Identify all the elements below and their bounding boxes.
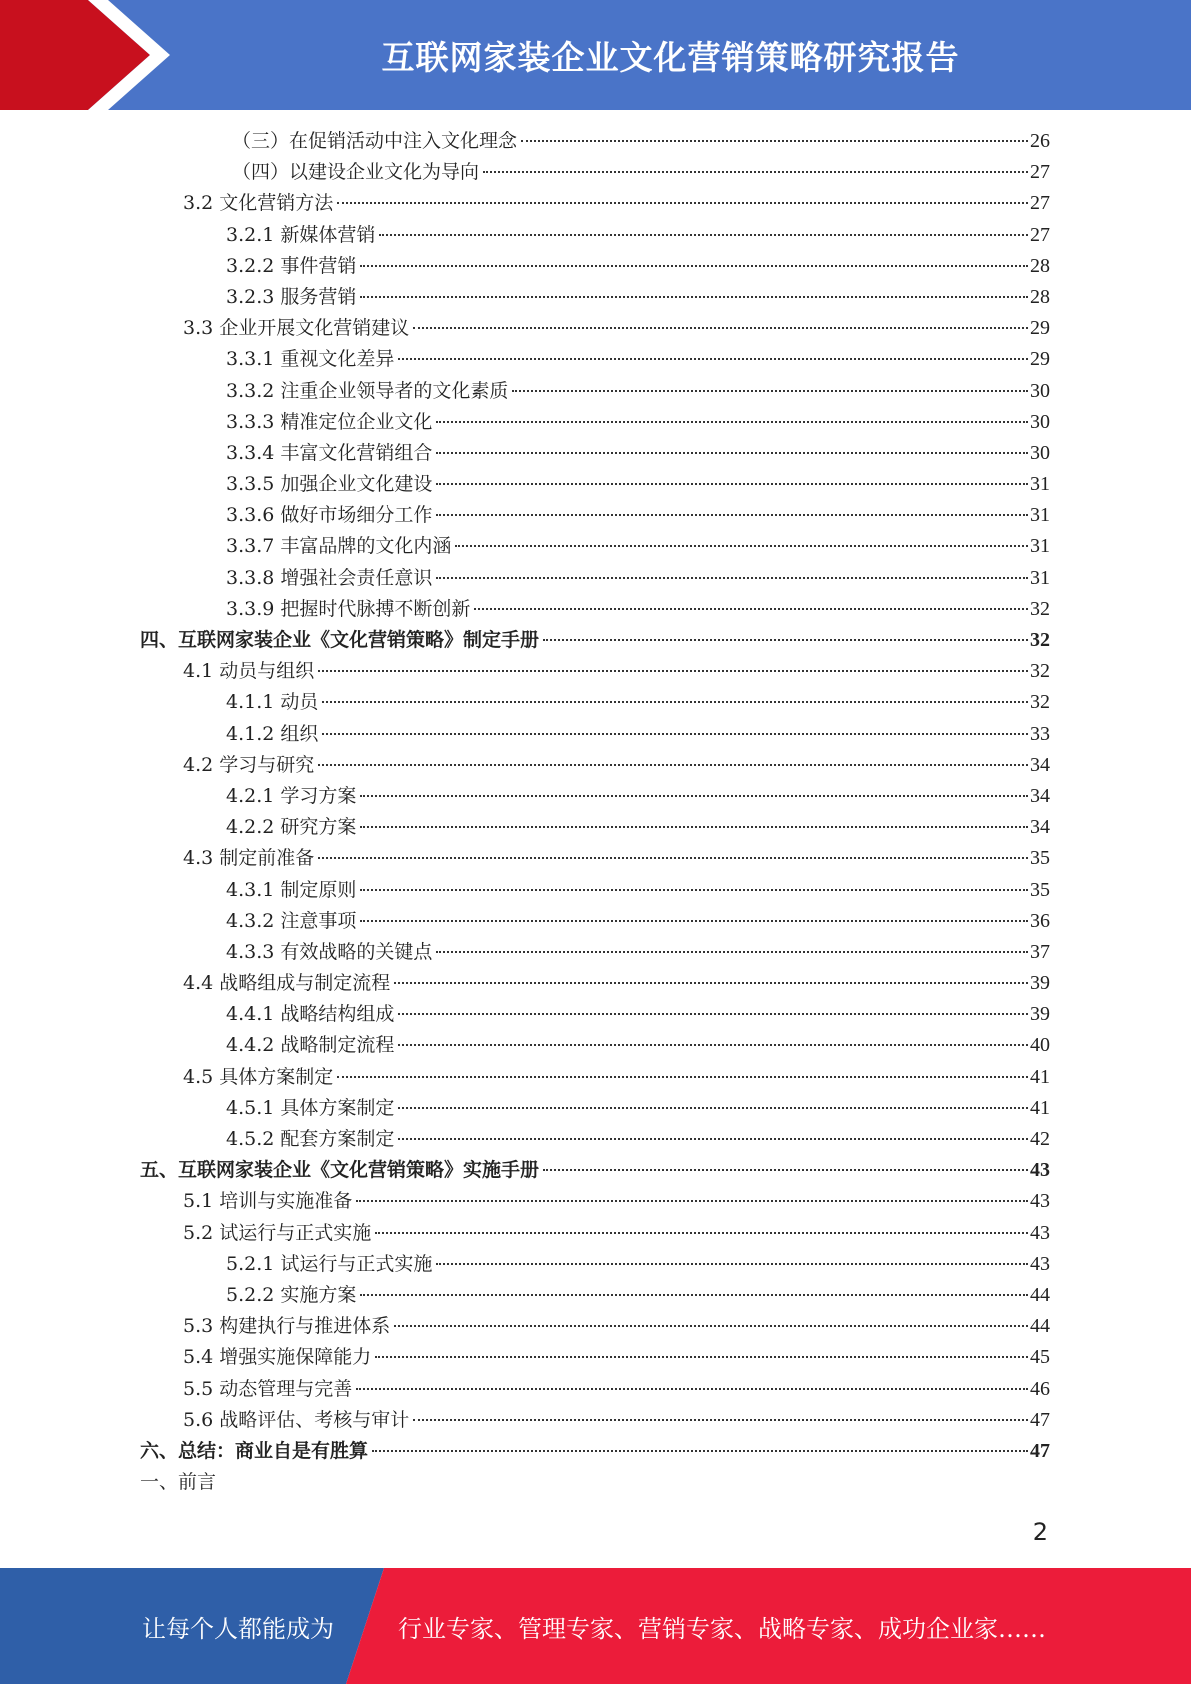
toc-entry-title: 四、互联网家装企业《文化营销策略》制定手册	[140, 629, 540, 651]
toc-entry-title: 3.2.3 服务营销	[226, 285, 357, 308]
toc-dot-leader	[436, 514, 1028, 516]
toc-entry-page: 43	[1030, 1221, 1050, 1244]
toc-entry[interactable]	[140, 812, 1050, 843]
toc-entry[interactable]	[140, 282, 1050, 313]
toc-entry[interactable]	[140, 1062, 1050, 1093]
toc-entry[interactable]	[140, 687, 1050, 718]
table-of-contents	[140, 126, 1050, 1498]
toc-entry-page: 41	[1030, 1065, 1050, 1088]
toc-entry-page: 29	[1030, 348, 1050, 371]
toc-entry-page: 39	[1030, 972, 1050, 995]
toc-dot-leader	[356, 1200, 1028, 1202]
toc-entry-page: 26	[1030, 130, 1050, 152]
toc-entry[interactable]	[140, 1374, 1050, 1405]
toc-entry[interactable]	[140, 781, 1050, 812]
toc-entry-title: 3.2.2 事件营销	[226, 254, 357, 277]
toc-entry-page: 47	[1030, 1408, 1050, 1431]
toc-entry-title: 4.5 具体方案制定	[183, 1065, 334, 1088]
footer-slogan-left: 让每个人都能成为	[142, 1614, 334, 1643]
toc-entry[interactable]	[140, 1030, 1050, 1061]
toc-entry-title: 4.5.1 具体方案制定	[226, 1096, 395, 1119]
toc-entry-title: 4.3.3 有效战略的关键点	[226, 940, 433, 963]
toc-entry[interactable]	[140, 937, 1050, 968]
toc-entry[interactable]	[140, 220, 1050, 251]
toc-entry-page: 28	[1030, 285, 1050, 308]
toc-entry-title: 5.3 构建执行与推进体系	[183, 1315, 391, 1338]
toc-dot-leader	[512, 390, 1028, 392]
toc-dot-leader	[394, 982, 1028, 984]
toc-entry-page: 34	[1030, 753, 1050, 776]
toc-entry[interactable]	[140, 843, 1050, 874]
toc-entry[interactable]	[140, 1124, 1050, 1155]
toc-entry-title: 5.5 动态管理与完善	[183, 1377, 353, 1400]
toc-entry-title: 5.2 试运行与正式实施	[183, 1221, 372, 1244]
toc-dot-leader	[436, 452, 1028, 454]
toc-entry-page: 42	[1030, 1128, 1050, 1150]
toc-entry-title: 4.4 战略组成与制定流程	[183, 972, 391, 995]
toc-dot-leader	[360, 296, 1028, 298]
toc-dot-leader	[413, 1419, 1028, 1421]
toc-entry-page: 27	[1030, 223, 1050, 246]
toc-entry-page: 30	[1030, 410, 1050, 433]
toc-entry-page: 34	[1030, 784, 1050, 807]
toc-dot-leader	[318, 857, 1028, 859]
toc-entry-page: 40	[1030, 1034, 1050, 1057]
toc-entry[interactable]	[140, 1342, 1050, 1373]
toc-dot-leader	[474, 608, 1028, 610]
toc-dot-leader	[360, 920, 1028, 922]
toc-entry-title: 4.2.1 学习方案	[226, 784, 357, 807]
toc-entry-title: 五、互联网家装企业《文化营销策略》实施手册	[140, 1159, 540, 1182]
toc-entry-title: 六、总结：商业自是有胜算	[140, 1439, 369, 1462]
toc-entry-title: 3.3.4 丰富文化营销组合	[226, 441, 433, 464]
toc-entry[interactable]	[140, 126, 1050, 157]
toc-entry[interactable]	[140, 188, 1050, 219]
header-banner	[0, 0, 1191, 110]
toc-entry-title: 3.2.1 新媒体营销	[226, 223, 376, 246]
toc-entry[interactable]	[140, 157, 1050, 188]
toc-entry-title: 3.2 文化营销方法	[183, 192, 334, 215]
toc-dot-leader	[360, 1294, 1028, 1296]
toc-entry[interactable]	[140, 1218, 1050, 1249]
toc-entry-title: 4.1.1 动员	[226, 691, 319, 714]
toc-entry-page: 31	[1030, 473, 1050, 496]
toc-entry-title: 5.1 培训与实施准备	[183, 1190, 353, 1213]
toc-dot-leader	[394, 1325, 1028, 1327]
toc-entry-page: 45	[1030, 1346, 1050, 1369]
toc-entry[interactable]	[140, 344, 1050, 375]
toc-dot-leader	[436, 483, 1028, 485]
toc-dot-leader	[398, 1138, 1028, 1140]
toc-entry-page: 29	[1030, 317, 1050, 340]
toc-entry-page: 36	[1030, 909, 1050, 932]
toc-entry[interactable]	[140, 1249, 1050, 1280]
toc-entry-page: 41	[1030, 1096, 1050, 1119]
toc-dot-leader	[318, 670, 1028, 672]
toc-entry-title: 3.3.7 丰富品牌的文化内涵	[226, 535, 452, 558]
toc-dot-leader	[543, 1169, 1028, 1171]
toc-entry[interactable]	[140, 1155, 1050, 1186]
toc-entry-page: 43	[1030, 1252, 1050, 1275]
toc-dot-leader	[375, 1356, 1028, 1358]
toc-entry[interactable]	[140, 407, 1050, 438]
toc-entry-page: 32	[1030, 660, 1050, 683]
footer-banner	[0, 1568, 1191, 1684]
toc-dot-leader	[360, 795, 1028, 797]
toc-dot-leader	[318, 764, 1028, 766]
toc-entry-title: 4.3 制定前准备	[183, 847, 315, 870]
toc-dot-leader	[356, 1388, 1028, 1390]
toc-dot-leader	[483, 171, 1028, 173]
toc-entry-page: 35	[1030, 878, 1050, 901]
toc-entry[interactable]	[140, 1280, 1050, 1311]
toc-dot-leader	[322, 701, 1028, 703]
toc-entry[interactable]	[140, 1436, 1050, 1467]
toc-entry-page: 46	[1030, 1377, 1050, 1400]
toc-entry-page: 44	[1030, 1315, 1050, 1338]
toc-entry-page: 35	[1030, 847, 1050, 870]
toc-entry-title: 4.3.2 注意事项	[226, 909, 357, 932]
toc-dot-leader	[436, 1263, 1028, 1265]
toc-dot-leader	[398, 1107, 1028, 1109]
toc-dot-leader	[543, 639, 1028, 641]
toc-entry-page: 30	[1030, 441, 1050, 464]
toc-entry-page: 39	[1030, 1003, 1050, 1026]
toc-entry[interactable]	[140, 906, 1050, 937]
toc-entry-title: 4.4.2 战略制定流程	[226, 1034, 395, 1057]
toc-entry[interactable]	[140, 875, 1050, 906]
toc-entry-page: 33	[1030, 722, 1050, 745]
toc-dot-leader	[398, 1044, 1028, 1046]
toc-entry-title: 3.3.9 把握时代脉搏不断创新	[226, 597, 471, 620]
toc-dot-leader	[521, 140, 1028, 142]
toc-dot-leader	[455, 545, 1028, 547]
toc-entry-page: 27	[1030, 161, 1050, 184]
toc-entry-page: 31	[1030, 566, 1050, 589]
toc-entry-title: 4.5.2 配套方案制定	[226, 1128, 395, 1150]
toc-entry-page: 27	[1030, 192, 1050, 215]
toc-entry[interactable]	[140, 750, 1050, 781]
toc-entry-title: 5.2.1 试运行与正式实施	[226, 1252, 433, 1275]
toc-dot-leader	[436, 577, 1028, 579]
toc-entry-title: （三）在促销活动中注入文化理念	[232, 130, 518, 152]
toc-entry[interactable]	[140, 625, 1050, 656]
toc-dot-leader	[337, 1076, 1028, 1078]
toc-entry-title: 4.1 动员与组织	[183, 660, 315, 683]
toc-entry[interactable]	[140, 376, 1050, 407]
page-number: 2	[1032, 1518, 1048, 1546]
toc-entry-page: 43	[1030, 1190, 1050, 1213]
toc-entry[interactable]	[140, 438, 1050, 469]
toc-entry[interactable]	[140, 251, 1050, 282]
toc-entry-page: 31	[1030, 504, 1050, 527]
toc-entry[interactable]	[140, 656, 1050, 687]
toc-dot-leader	[372, 1450, 1028, 1452]
toc-entry[interactable]	[140, 999, 1050, 1030]
toc-entry[interactable]	[140, 594, 1050, 625]
toc-dot-leader	[360, 826, 1028, 828]
toc-entry[interactable]	[140, 563, 1050, 594]
toc-dot-leader	[375, 1232, 1028, 1234]
toc-entry-title: （四）以建设企业文化为导向	[232, 161, 480, 184]
toc-entry[interactable]	[140, 1093, 1050, 1124]
toc-entry-title: 3.3.1 重视文化差异	[226, 348, 395, 371]
toc-entry-title: 3.3.5 加强企业文化建设	[226, 473, 433, 496]
toc-entry[interactable]	[140, 968, 1050, 999]
toc-dot-leader	[360, 265, 1028, 267]
toc-dot-leader	[337, 202, 1028, 204]
toc-dot-leader	[398, 1013, 1028, 1015]
toc-entry-title: 5.6 战略评估、考核与审计	[183, 1408, 410, 1431]
toc-entry-title: 3.3.6 做好市场细分工作	[226, 504, 433, 527]
toc-dot-leader	[398, 358, 1028, 360]
toc-entry-page: 31	[1030, 535, 1050, 558]
toc-entry-title: 5.4 增强实施保障能力	[183, 1346, 372, 1369]
toc-dot-leader	[360, 889, 1028, 891]
toc-final-line: 一、前言	[140, 1471, 217, 1494]
toc-entry-title: 3.3 企业开展文化营销建议	[183, 317, 410, 340]
footer-slogan-right: 行业专家、管理专家、营销专家、战略专家、成功企业家……	[398, 1614, 1046, 1643]
toc-entry-title: 4.4.1 战略结构组成	[226, 1003, 395, 1026]
toc-entry-page: 30	[1030, 379, 1050, 402]
toc-entry[interactable]	[140, 1186, 1050, 1217]
toc-dot-leader	[413, 327, 1028, 329]
toc-entry-page: 43	[1030, 1159, 1050, 1182]
toc-entry-title: 3.3.8 增强社会责任意识	[226, 566, 433, 589]
toc-entry-title: 3.3.3 精准定位企业文化	[226, 410, 433, 433]
toc-entry-page: 37	[1030, 940, 1050, 963]
toc-entry-title: 4.3.1 制定原则	[226, 878, 357, 901]
toc-dot-leader	[436, 951, 1028, 953]
toc-entry-title: 4.1.2 组织	[226, 722, 319, 745]
toc-entry-page: 32	[1030, 597, 1050, 620]
document-title: 互联网家装企业文化营销策略研究报告	[381, 37, 960, 77]
toc-entry-title: 5.2.2 实施方案	[226, 1283, 357, 1306]
toc-entry-page: 44	[1030, 1283, 1050, 1306]
toc-entry-page: 32	[1030, 629, 1050, 651]
toc-dot-leader	[436, 421, 1028, 423]
toc-entry[interactable]	[140, 313, 1050, 344]
toc-entry-title: 4.2 学习与研究	[183, 753, 315, 776]
toc-entry[interactable]	[140, 1405, 1050, 1436]
toc-entry-title: 3.3.2 注重企业领导者的文化素质	[226, 379, 509, 402]
toc-entry-page: 32	[1030, 691, 1050, 714]
toc-entry-page: 47	[1030, 1439, 1050, 1462]
toc-dot-leader	[379, 234, 1028, 236]
toc-entry-page: 34	[1030, 816, 1050, 839]
toc-entry[interactable]	[140, 500, 1050, 531]
toc-entry[interactable]	[140, 1311, 1050, 1342]
toc-entry[interactable]	[140, 719, 1050, 750]
toc-entry-title: 4.2.2 研究方案	[226, 816, 357, 839]
toc-entry-page: 28	[1030, 254, 1050, 277]
toc-entry[interactable]	[140, 531, 1050, 562]
toc-dot-leader	[322, 733, 1028, 735]
toc-entry[interactable]	[140, 469, 1050, 500]
